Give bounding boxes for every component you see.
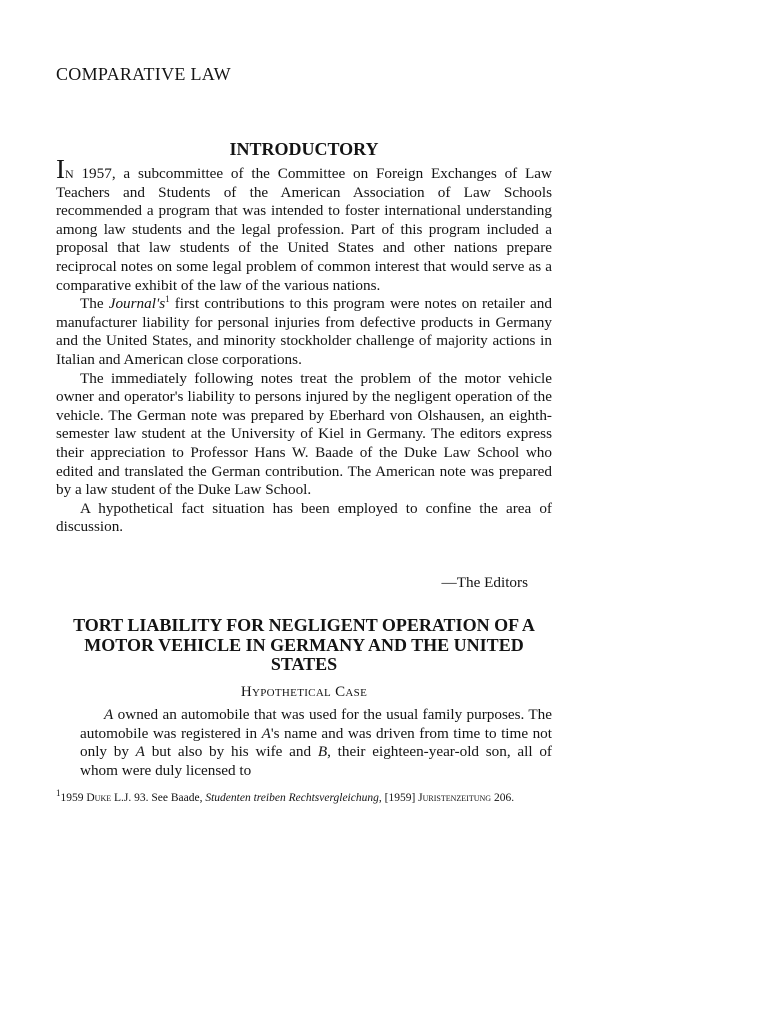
footnote-number: 1 (56, 788, 61, 799)
drop-cap: I (56, 154, 65, 184)
intro-paragraph-1 (56, 154, 552, 295)
intro-paragraph-4: A hypothetical fact situation has been employed to confine the area of discussion. (56, 499, 552, 536)
footnote-title: Studenten treiben Rechtsvergleichung (205, 792, 379, 804)
hypothetical-text-2: 's name and was driven from time to time not only by (80, 724, 552, 761)
journal-name: Journal's (108, 295, 166, 313)
hypothetical-text-1: owned an automobile that was used for the usual family purposes. The automobile was registered in (80, 706, 552, 742)
drop-cap-rest: N (65, 167, 74, 181)
hypothetical-text (80, 706, 552, 780)
intro-title: INTRODUCTORY (229, 139, 379, 159)
party-a: A (135, 743, 145, 761)
footnote-journal2: Juristenzeitung (418, 792, 492, 804)
intro-paragraph-2 (56, 295, 552, 369)
intro-paragraph-1-text: 1957, a subcommittee of the Committee on Foreign Exchanges of Law Teachers and Students of the American Association of Law Schools recommended a program that was intended to foster international understanding among law students and the legal profession. Part of this program included a proposal that law students of the United States and other nations prepare reciprocal notes on some legal problem of common interest that would serve as a comparative exhibit of the law of the various nations. (56, 165, 552, 294)
party-b: B (317, 743, 328, 761)
hypothetical-paragraph (80, 706, 552, 780)
party-a: A (104, 706, 114, 723)
footnote-page2: 206. (491, 792, 515, 804)
intro-paragraph-3: The immediately following notes treat the problem of the motor vehicle owner and operator's liability to persons injured by the negligent operation of the vehicle. The German note was prepared by Eberhard von Olshausen, an eighth-semester law student at the University of Kiel in Germany. The editors express their appreciation to Professor Hans W. Baade of the Duke Law School who edited and translated the German contribution. The American note was prepared by a law student of the Duke Law School. (56, 369, 552, 499)
hypothetical-text-4: , their eighteen-year-old son, all of whom were duly licensed to (80, 743, 552, 779)
intro-paragraph-2-lead: The (80, 295, 109, 313)
article-title: TORT LIABILITY FOR NEGLIGENT OPERATION OF A MOTOR VEHICLE IN GERMANY AND THE UNITED STATES (73, 615, 535, 674)
footnote-journal: Duke L.J. (86, 792, 132, 804)
introductory-text (56, 154, 552, 537)
footnote-year2: , [1959] (378, 792, 419, 804)
footnote-year: 1959 (60, 792, 87, 804)
footnote-ref[interactable]: 1 (165, 294, 170, 305)
editors-signature: —The Editors (441, 574, 528, 591)
intro-paragraph-2-text: first contributions to this program were notes on retailer and manufacturer liability for personal injuries from defective products in Germany and the United States, and minority stockholder challenge of majority actions in Italian and American close corporations. (56, 295, 552, 368)
party-a: A (261, 724, 271, 742)
footnote-page: 93. See Baade, (131, 792, 206, 804)
footnote (56, 788, 552, 806)
section-heading: COMPARATIVE LAW (56, 64, 231, 84)
hypothetical-text-3: but also by his wife and (144, 743, 318, 761)
hypothetical-heading: Hypothetical Case (240, 684, 368, 700)
